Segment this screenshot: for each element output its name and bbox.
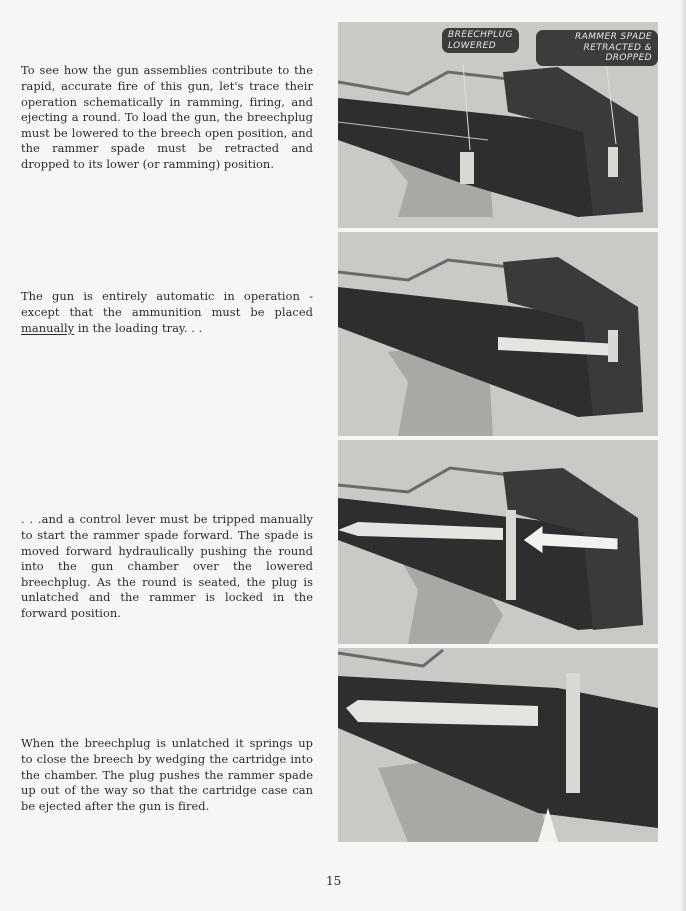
gun-cutaway-illustration <box>338 232 658 436</box>
gun-cutaway-illustration <box>338 648 658 842</box>
rammer-spade <box>506 510 516 600</box>
hydraulic-line <box>338 650 443 666</box>
rammer-spade <box>608 147 618 177</box>
gun-cutaway-illustration <box>338 440 658 644</box>
callout-text: BREECHPLUG <box>448 30 513 40</box>
paragraph-control-lever: . . .and a control lever must be tripped manually to start the rammer spade forward. The spade is moved forward hydraulically pushing the round into the gun chamber over the lowered breechplug. As the round is seated, the plug is unlatched and the rammer is locked in the forward position. <box>21 512 313 620</box>
callout-text: RETRACTED & DROPPED <box>583 42 652 63</box>
breechplug <box>460 152 474 184</box>
paragraph-text: in the loading tray. . . <box>74 320 203 335</box>
callout-rammer-spade-retracted <box>536 30 658 66</box>
paragraph-automatic-operation <box>21 289 313 336</box>
page-edge-shadow <box>680 0 686 911</box>
figure-rammer-forward <box>338 440 658 644</box>
callout-text: LOWERED <box>448 40 497 51</box>
figure-breechplug-springs-up <box>338 648 658 842</box>
emphasis-manually: manually <box>21 320 75 335</box>
rammer-spade <box>608 330 618 362</box>
page-number: 15 <box>326 874 342 888</box>
paragraph-breechplug-springs: When the breechplug is unlatched it springs up to close the breech by wedging the cartridge into the chamber. The plug pushes the rammer spade up out of the way so that the cartridge case can be ejected after the gun is fired. <box>21 736 313 813</box>
paragraph-text: The gun is entirely automatic in operation - except that the ammunition must be placed <box>21 289 313 319</box>
callout-breechplug-lowered <box>442 28 519 53</box>
paragraph-loading-intro: To see how the gun assemblies contribute to the rapid, accurate fire of this gun, let's trace their operation schematically in ramming, firing, and ejecting a round. To load the gun, the breechplug must be lowered to the breech open position, and the rammer spade must be retracted and dropped to its lower (or ramming) position. <box>21 63 313 171</box>
breechplug <box>566 673 580 793</box>
figure-round-in-loading-tray <box>338 232 658 436</box>
figure-breechplug-lowered <box>338 22 658 228</box>
hydraulic-line <box>338 468 533 492</box>
callout-text: RAMMER SPADE <box>574 32 652 42</box>
